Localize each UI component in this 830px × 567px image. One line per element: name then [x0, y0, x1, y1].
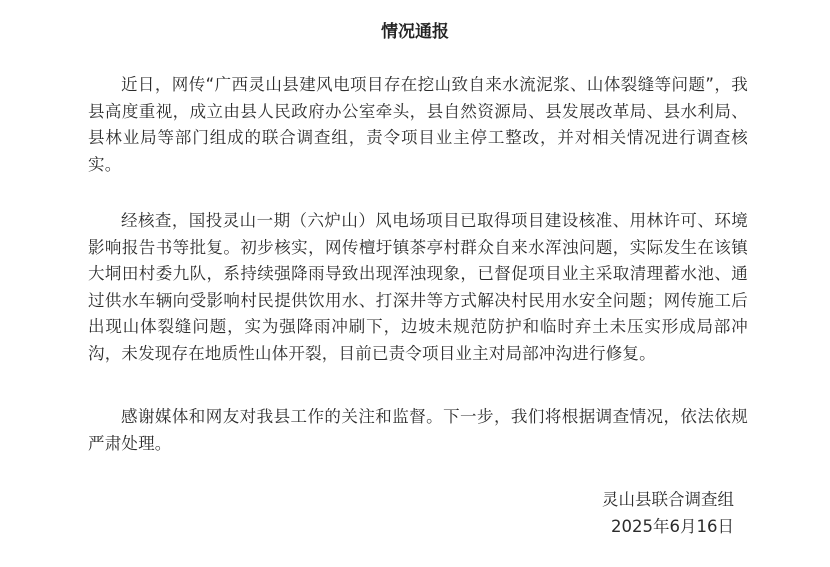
- document-title: 情况通报: [381, 22, 449, 42]
- paragraph-intro: 近日，网传“广西灵山县建风电项目存在挖山致自来水流泥浆、山体裂缝等问题”，我县高度重视，成立由县人民政府办公室牵头，县自然资源局、县发展改革局、县水利局、县林业局等部门组成的联合调查组，责令项目业主停工整改，并对相关情况进行调查核实。: [88, 75, 748, 174]
- paragraph-closing: 感谢媒体和网友对我县工作的关注和监督。下一步，我们将根据调查情况，依法依规严肃处理。: [88, 407, 748, 453]
- signature-organization: 灵山县联合调查组: [602, 490, 734, 509]
- paragraph-findings: 经核查，国投灵山一期（六炉山）风电场项目已取得项目建设核准、用林许可、环境影响报告书等批复。初步核实，网传檀圩镇茶亭村群众自来水浑浊问题，实际发生在该镇大垌田村委九队，系持续强降雨导致出现浑浊现象，已督促项目业主采取清理蓄水池、通过供水车辆向受影响村民提供饮用水、打深井等方式解决村民用水安全问题；网传施工后出现山体裂缝问题，实为强降雨冲刷下，边坡未规范防护和临时弃土未压实形成局部冲沟，未发现存在地质性山体开裂，目前已责令项目业主对局部冲沟进行修复。: [88, 211, 748, 363]
- signature-date: 2025年6月16日: [611, 517, 734, 536]
- signature-block: [602, 486, 734, 540]
